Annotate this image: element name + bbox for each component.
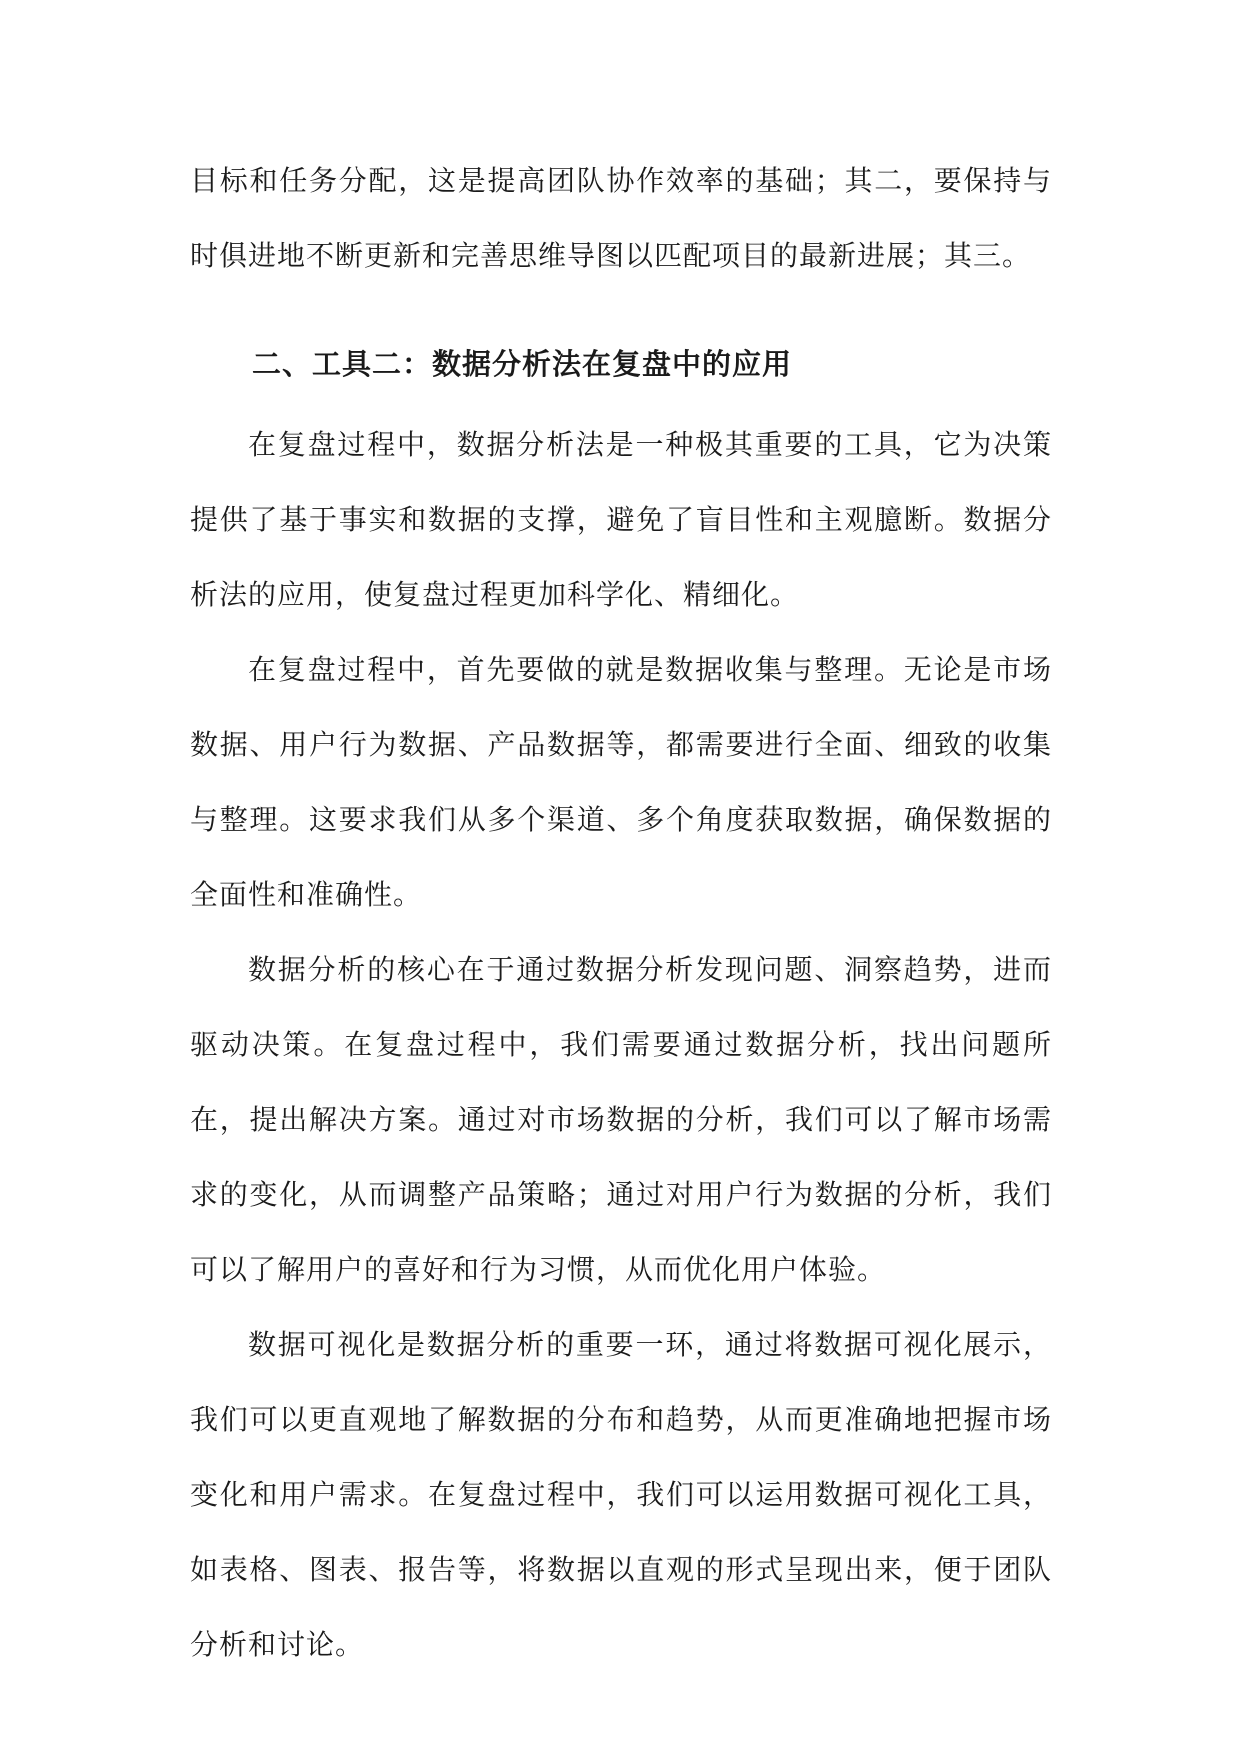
body-paragraph-1: 在复盘过程中，数据分析法是一种极其重要的工具，它为决策提供了基于事实和数据的支撑，避免了盲目性和主观臆断。数据分析法的应用，使复盘过程更加科学化、精细化。 [190,428,1052,611]
body-paragraph-3: 数据分析的核心在于通过数据分析发现问题、洞察趋势，进而驱动决策。在复盘过程中，我们需要通过数据分析，找出问题所在，提出解决方案。通过对市场数据的分析，我们可以了解市场需求的变化，从而调整产品策略；通过对用户行为数据的分析，我们可以了解用户的喜好和行为习惯，从而优化用户体验。 [190,953,1052,1286]
document-body [190,143,1052,1682]
continued-paragraph: 目标和任务分配，这是提高团队协作效率的基础；其二，要保持与时俱进地不断更新和完善思维导图以匹配项目的最新进展；其三。 [190,164,1052,272]
body-paragraph-4: 数据可视化是数据分析的重要一环，通过将数据可视化展示，我们可以更直观地了解数据的分布和趋势，从而更准确地把握市场变化和用户需求。在复盘过程中，我们可以运用数据可视化工具，如表格、图表、报告等，将数据以直观的形式呈现出来，便于团队分析和讨论。 [190,1328,1052,1661]
body-paragraph-2: 在复盘过程中，首先要做的就是数据收集与整理。无论是市场数据、用户行为数据、产品数据等，都需要进行全面、细致的收集与整理。这要求我们从多个渠道、多个角度获取数据，确保数据的全面性和准确性。 [190,653,1052,911]
section-heading: 二、工具二：数据分析法在复盘中的应用 [252,347,793,381]
